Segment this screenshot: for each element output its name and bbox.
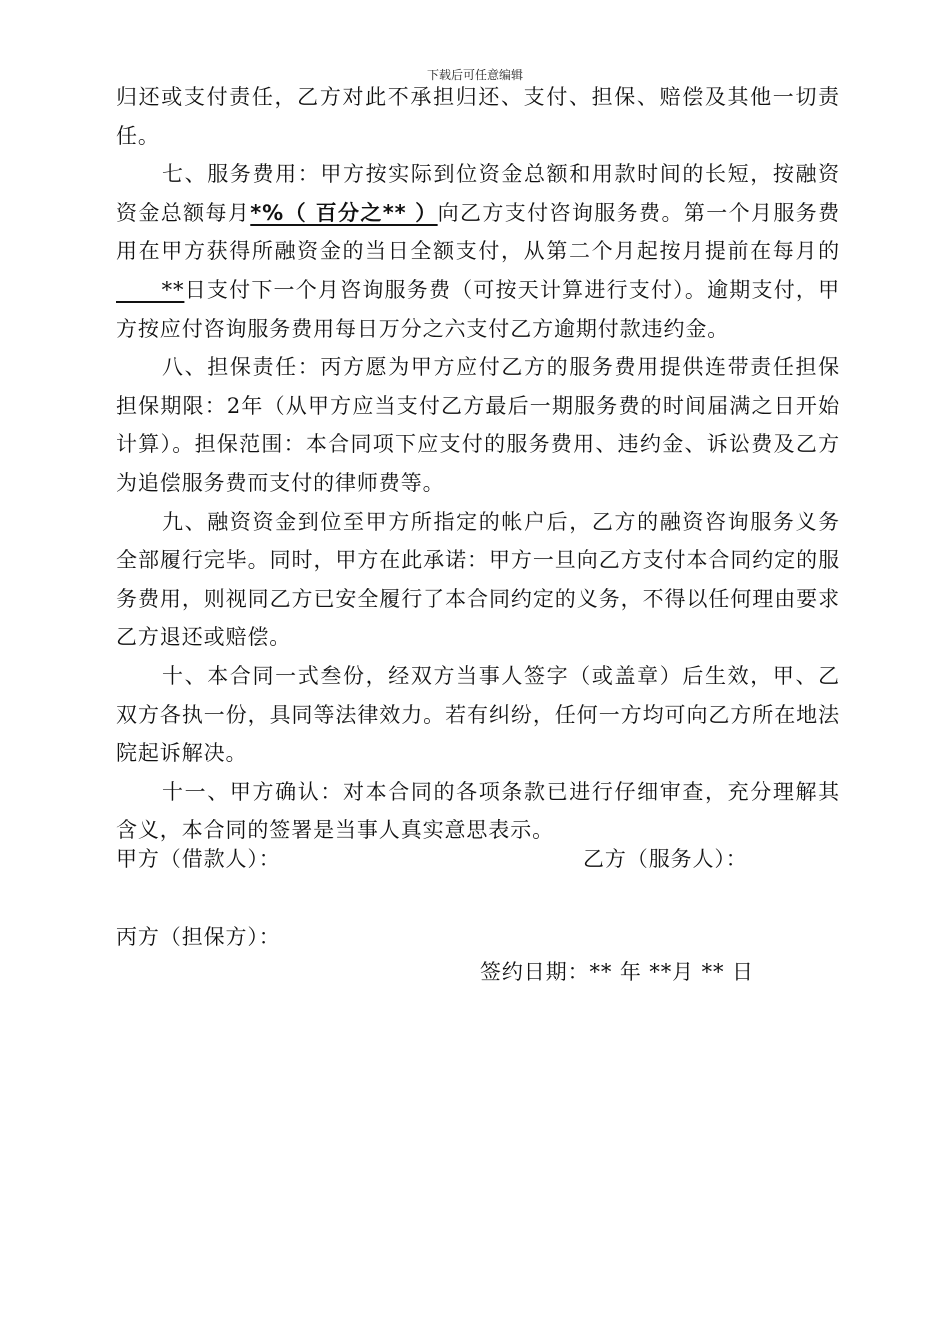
clause-10-copies: 十、本合同一式叁份，经双方当事人签字（或盖章）后生效，甲、乙双方各执一份，具同等法律效力。若有纠纷，任何一方均可向乙方所在地法院起诉解决。	[116, 663, 840, 766]
clause-9-completion: 九、融资资金到位至甲方所指定的帐户后，乙方的融资咨询服务义务全部履行完毕。同时，甲方在此承诺：甲方一旦向乙方支付本合同约定的服务费用，则视同乙方已安全履行了本合同约定的义务，不得以任何理由要求乙方退还或赔偿。	[116, 509, 840, 650]
fee-rate-field: *%（ 百分之** ）	[250, 200, 438, 225]
clause-7-text-a: 七、服务费用：甲方按实际到位资金总额和用款时间的长短，按融资资金总额每月	[116, 162, 840, 225]
clause-7-service-fee	[116, 155, 840, 348]
party-c-signature-label: 丙方（担保方）：	[116, 925, 281, 949]
clause-7-text-b: 向乙方支付咨询服务费。第一个月服务费用在甲方获得所融资金的当日全额支付，从第二个月起按月提前在每月的	[116, 200, 840, 264]
clause-7-text-c: 日支付下一个月咨询服务费（可按天计算进行支付）。逾期支付，甲方按应付咨询服务费用每日万分之六支付乙方逾期付款违约金。	[116, 277, 840, 341]
contract-body	[116, 78, 840, 850]
clause-8-guarantee: 八、担保责任：丙方愿为甲方应付乙方的服务费用提供连带责任担保担保期限：2年（从甲方应当支付乙方最后一期服务费的时间届满之日开始计算）。担保范围：本合同项下应支付的服务费用、违约金、诉讼费及乙方为追偿服务费而支付的律师费等。	[116, 355, 840, 495]
clause-continuation: 归还或支付责任，乙方对此不承担归还、支付、担保、赔偿及其他一切责任。	[116, 85, 840, 148]
signing-date: 签约日期：** 年 **月 ** 日	[480, 960, 754, 984]
clause-11-confirmation: 十一、甲方确认：对本合同的各项条款已进行仔细审查，充分理解其含义，本合同的签署是当事人真实意思表示。	[116, 779, 840, 843]
party-b-signature-label: 乙方（服务人）：	[583, 847, 748, 871]
payment-day-field: ____**	[116, 277, 185, 302]
header-note: 下载后可任意编辑	[426, 68, 523, 82]
party-a-signature-label: 甲方（借款人）：	[116, 847, 281, 871]
